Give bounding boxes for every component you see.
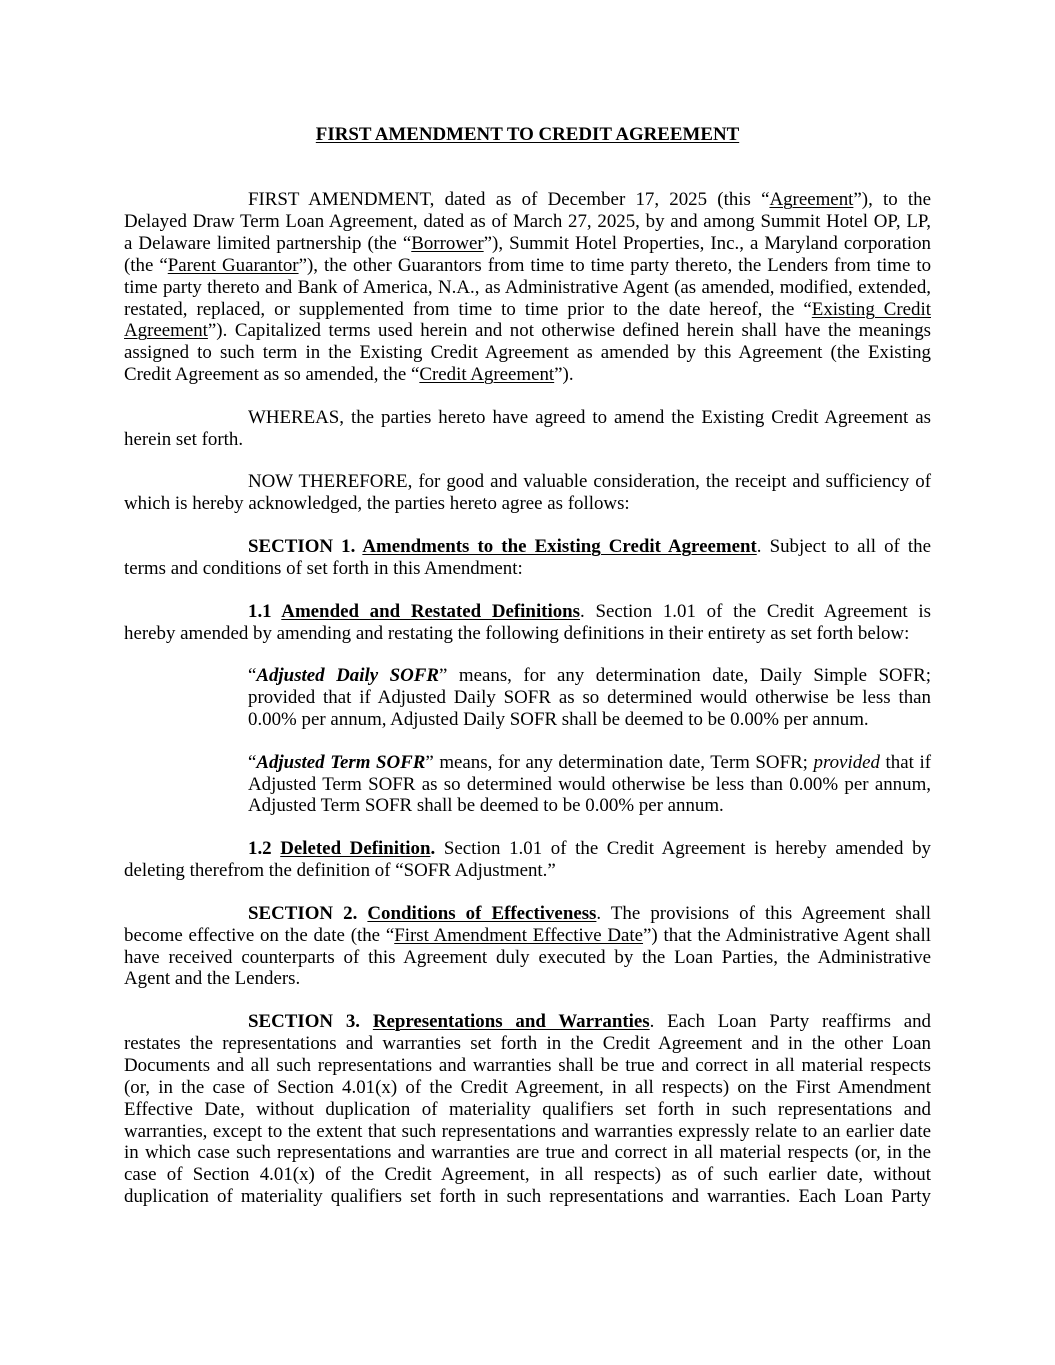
text-line [248, 752, 931, 774]
text-line [124, 1099, 931, 1121]
text-run: WHEREAS, the parties hereto have agreed to amend the Existing Credit Agreement as [248, 406, 931, 428]
text-line [124, 471, 931, 493]
text-run: become effective on the date (the “ [124, 924, 395, 946]
text-run: Documents and all such representations and warranties shall be true and correct in all material respects [124, 1054, 931, 1076]
text-run: ”) that the Administrative Agent shall [643, 924, 931, 946]
now-therefore-clause [124, 471, 931, 515]
text-run: which is hereby acknowledged, the parties hereto agree as follows: [124, 493, 630, 515]
text-line [248, 687, 931, 709]
text-run: case of Section 4.01(x) of the Credit Agreement, in all respects) as of such earlier date, without [124, 1164, 931, 1186]
section-heading: Conditions of Effectiveness [367, 902, 597, 924]
text-run: . Subject to all of the [756, 536, 931, 558]
text-line [124, 277, 931, 299]
text-line [124, 320, 931, 342]
text-line [248, 774, 931, 796]
text-line [124, 429, 931, 451]
text-line [124, 623, 931, 645]
text-line [124, 903, 931, 925]
text-run: Effective Date, without duplication of materiality qualifiers set forth in such representations and [124, 1098, 931, 1120]
text-run: Delayed Draw Term Loan Agreement, dated as of March 27, 2025, by and among Summit Hotel OP, LP, [124, 210, 931, 232]
text-run: ” means, for any determination date, Term SOFR; [425, 751, 814, 773]
defined-term: Borrower [411, 232, 484, 254]
text-line [124, 1121, 931, 1143]
whereas-clause [124, 407, 931, 451]
text-line [124, 189, 931, 211]
text-line [124, 601, 931, 623]
text-run: Section 1.01 of the Credit Agreement is hereby amended by [435, 838, 932, 860]
text-run: that if [879, 751, 931, 773]
text-line [124, 1186, 931, 1208]
section-number: SECTION 1. [248, 536, 363, 558]
text-run: ”), Summit Hotel Properties, Inc., a Maryland corporation [483, 232, 931, 254]
text-line [124, 1164, 931, 1186]
text-run: . Each Loan Party reaffirms and [649, 1011, 931, 1033]
text-run: . [430, 838, 436, 860]
text-run: in which case such representations and warranties are true and correct in all material respects (or, in the [124, 1142, 931, 1164]
text-line [124, 493, 931, 515]
preamble-paragraph [124, 189, 931, 386]
text-run: Agent and the Lenders. [124, 968, 301, 990]
text-line [248, 795, 931, 817]
text-run: (the “ [124, 254, 168, 276]
text-run: restates the representations and warranties set forth in the Credit Agreement and in the other Loan [124, 1032, 931, 1054]
defined-term: First Amendment Effective Date [394, 924, 644, 946]
text-run: Adjusted Term SOFR as so determined would otherwise be less than 0.00% per annum, [248, 773, 931, 795]
text-run: . Section 1.01 of the Credit Agreement is [580, 600, 932, 622]
section-heading: Representations and Warranties [372, 1011, 650, 1033]
section-1-1 [124, 601, 931, 645]
text-line [124, 255, 931, 277]
text-run: herein set forth. [124, 428, 244, 450]
text-run: hereby amended by amending and restating the following definitions in their entirety as set forth below: [124, 622, 910, 644]
text-line [124, 1033, 931, 1055]
text-run: . The provisions of this Agreement shall [596, 902, 932, 924]
text-run: Credit Agreement as so amended, the “ [124, 364, 420, 386]
text-line [124, 838, 931, 860]
section-heading: Deleted Definition [280, 838, 431, 860]
text-line [124, 968, 931, 990]
text-line [124, 342, 931, 364]
text-run: have received counterparts of this Agreement duly executed by the Loan Parties, the Administrative [124, 946, 931, 968]
defined-term: Agreement [769, 189, 854, 211]
text-run: Adjusted Term SOFR shall be deemed to be 0.00% per annum. [248, 795, 724, 817]
section-1 [124, 536, 931, 580]
text-run: a Delaware limited partnership (the “ [124, 232, 412, 254]
text-run: deleting therefrom the definition of “SOFR Adjustment.” [124, 860, 556, 882]
definition-adjusted-term-sofr [248, 752, 931, 818]
text-run: NOW THEREFORE, for good and valuable consideration, the receipt and sufficiency of [248, 471, 931, 493]
text-run: duplication of materiality qualifiers set forth in such representations and warranties. Each Loan Party [124, 1186, 931, 1208]
text-run: “ [248, 665, 257, 687]
text-run: provided that if Adjusted Daily SOFR as so determined would otherwise be less than [248, 687, 931, 709]
defined-term: Parent Guarantor [167, 254, 299, 276]
text-run: “ [248, 751, 257, 773]
text-run: assigned to such term in the Existing Credit Agreement as amended by this Agreement (the Existing [124, 342, 931, 364]
text-run: FIRST AMENDMENT, dated as of December 17, 2025 (this “ [248, 189, 770, 211]
definition-adjusted-daily-sofr [248, 665, 931, 731]
section-heading: Amended and Restated Definitions [281, 600, 581, 622]
text-line [124, 364, 931, 386]
text-line [124, 947, 931, 969]
page-body [124, 124, 931, 1229]
defined-term-label: Adjusted Daily SOFR [256, 665, 439, 687]
text-line [124, 860, 931, 882]
text-run: warranties, except to the extent that such representations and warranties expressly relate to an earlier date [124, 1120, 931, 1142]
text-run: ”), the other Guarantors from time to time party thereto, the Lenders from time to [298, 254, 932, 276]
section-heading: Amendments to the Existing Credit Agreement [362, 536, 757, 558]
text-line [124, 299, 931, 321]
text-run: ” means, for any determination date, Daily Simple SOFR; [439, 665, 931, 687]
section-number: 1.1 [248, 600, 282, 622]
document-title: FIRST AMENDMENT TO CREDIT AGREEMENT [315, 124, 740, 145]
defined-term: Existing Credit [811, 298, 931, 320]
text-run: restated, replaced, or supplemented from time to time prior to the date hereof, the “ [124, 298, 812, 320]
text-line [124, 407, 931, 429]
text-line [124, 925, 931, 947]
text-line [124, 558, 931, 580]
text-line [248, 665, 931, 687]
text-run: ”). [554, 364, 574, 386]
text-line [124, 1142, 931, 1164]
text-run: (or, in the case of Section 4.01(x) of the Credit Agreement, in all respects) on the First Amendment [124, 1076, 931, 1098]
section-3 [124, 1011, 931, 1208]
text-line [124, 233, 931, 255]
text-run: 0.00% per annum, Adjusted Daily SOFR shall be deemed to be 0.00% per annum. [248, 708, 869, 730]
text-run: time party thereto and Bank of America, N.A., as Administrative Agent (as amended, modified, extended, [124, 276, 931, 298]
text-line [248, 709, 931, 731]
text-line [124, 1077, 931, 1099]
text-run: terms and conditions of set forth in this Amendment: [124, 557, 523, 579]
defined-term: Credit Agreement [419, 364, 555, 386]
defined-term-label: Adjusted Term SOFR [256, 751, 426, 773]
text-line [124, 536, 931, 558]
section-2 [124, 903, 931, 991]
defined-term: Agreement [124, 320, 208, 342]
text-run: ”). Capitalized terms used herein and not otherwise defined herein shall have the meanings [207, 320, 931, 342]
section-number: SECTION 3. [248, 1011, 373, 1033]
section-number: SECTION 2. [248, 902, 368, 924]
section-1-2 [124, 838, 931, 882]
text-line [124, 1055, 931, 1077]
text-line [124, 1011, 931, 1033]
text-run: ”), to the [853, 189, 931, 211]
section-number: 1.2 [248, 838, 281, 860]
text-line [124, 211, 931, 233]
emphasis: provided [813, 751, 880, 773]
